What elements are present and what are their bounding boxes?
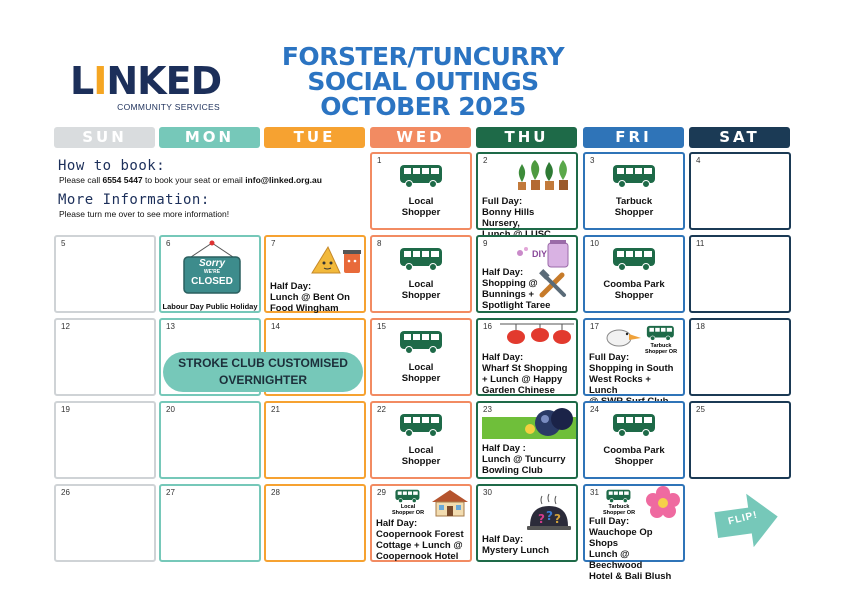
how-to-book-text: Please call 6554 5447 to book your seat or email info@linked.org.au bbox=[59, 175, 322, 185]
day-cell-26[interactable] bbox=[54, 484, 156, 562]
bus-icon bbox=[611, 411, 659, 439]
svg-text:?: ? bbox=[554, 512, 561, 526]
day-number: 21 bbox=[271, 405, 280, 414]
svg-text:?: ? bbox=[538, 512, 545, 526]
closed-sign-text: Sorry WE'RE CLOSED bbox=[191, 258, 233, 287]
day-cell-1[interactable] bbox=[370, 152, 472, 230]
day-number: 19 bbox=[61, 405, 70, 414]
event-label: Full Day: Bonny Hills Nursery, bbox=[482, 196, 535, 229]
flip-label: FLIP! bbox=[727, 509, 759, 528]
day-cell-7[interactable] bbox=[264, 235, 366, 313]
event-label: Half Day: Lunch @ Bent On Food Wingham bbox=[270, 281, 350, 314]
booking-info bbox=[58, 158, 368, 226]
page-title bbox=[258, 44, 588, 119]
day-header-fri: FRI bbox=[583, 127, 684, 148]
plants-icon bbox=[514, 158, 572, 192]
day-number: 1 bbox=[377, 156, 382, 165]
day-number: 2 bbox=[483, 156, 488, 165]
bus-icon bbox=[398, 328, 446, 356]
bus-icon bbox=[645, 324, 677, 342]
day-number: 5 bbox=[61, 239, 66, 248]
svg-text:?: ? bbox=[546, 509, 553, 523]
day-number: 8 bbox=[377, 239, 382, 248]
shopper-option-label: Local Shopper OR bbox=[391, 504, 425, 516]
day-number: 17 bbox=[590, 322, 599, 331]
day-number: 27 bbox=[166, 488, 175, 497]
day-cell-12[interactable] bbox=[54, 318, 156, 396]
day-cell-23[interactable] bbox=[476, 401, 578, 479]
day-cell-16[interactable] bbox=[476, 318, 578, 396]
food-icon bbox=[306, 243, 364, 279]
day-cell-18[interactable] bbox=[689, 318, 791, 396]
day-number: 25 bbox=[696, 405, 705, 414]
bus-icon bbox=[605, 488, 633, 504]
event-label: Half Day: Coopernook Forest Cottage + Lunch @ Coopernook Hotel bbox=[376, 518, 464, 562]
day-cell-19[interactable] bbox=[54, 401, 156, 479]
day-number: 20 bbox=[166, 405, 175, 414]
flip-button[interactable] bbox=[712, 490, 780, 552]
title-line-1: FORSTER/TUNCURRY bbox=[281, 42, 565, 71]
day-number: 18 bbox=[696, 322, 705, 331]
day-cell-11[interactable] bbox=[689, 235, 791, 313]
day-cell-24[interactable] bbox=[583, 401, 685, 479]
day-number: 9 bbox=[483, 239, 488, 248]
flower-icon bbox=[645, 486, 681, 518]
day-number: 23 bbox=[483, 405, 492, 414]
event-label: Coomba Park Shopper bbox=[603, 445, 665, 467]
stroke-club-banner bbox=[163, 352, 363, 392]
day-cell-25[interactable] bbox=[689, 401, 791, 479]
day-number: 31 bbox=[590, 488, 599, 497]
bus-icon bbox=[394, 488, 422, 504]
day-header-sat: SAT bbox=[689, 127, 790, 148]
event-label: Half Day : Lunch @ Tuncurry Bowling Club bbox=[482, 443, 566, 476]
day-header-thu: THU bbox=[476, 127, 577, 148]
lawn-bowls-icon bbox=[478, 403, 576, 441]
holiday-caption: Labour Day Public Holiday bbox=[162, 302, 258, 311]
day-cell-4[interactable] bbox=[689, 152, 791, 230]
title-line-3: OCTOBER 2025 bbox=[320, 92, 526, 121]
more-information-text: Please turn me over to see more information! bbox=[59, 209, 230, 219]
event-label: Local Shopper bbox=[401, 279, 441, 301]
event-label: Tarbuck Shopper bbox=[614, 196, 654, 218]
how-to-book-heading: How to book: bbox=[58, 158, 166, 174]
day-cell-27[interactable] bbox=[159, 484, 261, 562]
day-cell-28[interactable] bbox=[264, 484, 366, 562]
shopper-option-label: Tarbuck Shopper OR bbox=[644, 343, 678, 355]
day-number: 29 bbox=[377, 488, 386, 497]
day-number: 16 bbox=[483, 322, 492, 331]
logo-subtitle: COMMUNITY SERVICES bbox=[117, 102, 220, 112]
event-label: Local Shopper bbox=[401, 445, 441, 467]
banner-line-1: STROKE CLUB CUSTOMISED bbox=[178, 356, 348, 370]
day-header-sun: SUN bbox=[54, 127, 155, 148]
diy-label: DIY bbox=[532, 249, 548, 259]
day-cell-8[interactable] bbox=[370, 235, 472, 313]
day-number: 30 bbox=[483, 488, 492, 497]
day-number: 3 bbox=[590, 156, 595, 165]
mystery-dish-icon bbox=[526, 492, 572, 532]
bus-icon bbox=[398, 245, 446, 273]
day-number: 7 bbox=[271, 239, 276, 248]
day-cell-9[interactable] bbox=[476, 235, 578, 313]
day-number: 22 bbox=[377, 405, 386, 414]
logo-wordmark: LINKED bbox=[70, 59, 222, 103]
day-number: 4 bbox=[696, 156, 701, 165]
day-header-mon: MON bbox=[159, 127, 260, 148]
day-number: 15 bbox=[377, 322, 386, 331]
day-number: 14 bbox=[271, 322, 280, 331]
day-cell-3[interactable] bbox=[583, 152, 685, 230]
day-cell-5[interactable] bbox=[54, 235, 156, 313]
event-label: Local Shopper bbox=[401, 196, 441, 218]
day-cell-10[interactable] bbox=[583, 235, 685, 313]
event-label: Half Day: Wharf St Shopping + Lunch @ Happy Garden Chinese bbox=[482, 352, 568, 396]
more-information-heading: More Information: bbox=[58, 192, 210, 208]
day-cell-21[interactable] bbox=[264, 401, 366, 479]
day-cell-17[interactable] bbox=[583, 318, 685, 396]
day-cell-30[interactable] bbox=[476, 484, 578, 562]
day-cell-22[interactable] bbox=[370, 401, 472, 479]
day-number: 6 bbox=[166, 239, 171, 248]
day-cell-2[interactable] bbox=[476, 152, 578, 230]
shopper-option-label: Tarbuck Shopper OR bbox=[602, 504, 636, 516]
lanterns-icon bbox=[500, 322, 574, 350]
event-label: Local Shopper bbox=[401, 362, 441, 384]
bus-icon bbox=[398, 411, 446, 439]
event-label: Half Day: Mystery Lunch bbox=[482, 534, 550, 556]
linked-logo bbox=[70, 59, 230, 117]
day-number: 13 bbox=[166, 322, 175, 331]
pelican-icon bbox=[601, 322, 641, 352]
day-number: 26 bbox=[61, 488, 70, 497]
bus-icon bbox=[611, 162, 659, 190]
bus-icon bbox=[611, 245, 659, 273]
day-cell-15[interactable] bbox=[370, 318, 472, 396]
day-cell-29[interactable] bbox=[370, 484, 472, 562]
day-header-wed: WED bbox=[370, 127, 471, 148]
day-cell-31[interactable] bbox=[583, 484, 685, 582]
title-line-2: SOCIAL OUTINGS bbox=[307, 67, 539, 96]
event-label: Half Day: Shopping @ Bunnings + Spotlight Taree bbox=[482, 267, 551, 311]
day-number: 10 bbox=[590, 239, 599, 248]
banner-line-2: OVERNIGHTER bbox=[218, 373, 307, 387]
day-number: 12 bbox=[61, 322, 70, 331]
bus-icon bbox=[398, 162, 446, 190]
day-number: 28 bbox=[271, 488, 280, 497]
day-cell-6[interactable] bbox=[159, 235, 261, 313]
day-header-tue: TUE bbox=[264, 127, 365, 148]
day-cell-20[interactable] bbox=[159, 401, 261, 479]
event-label: Coomba Park Shopper bbox=[603, 279, 665, 301]
cottage-icon bbox=[430, 488, 470, 518]
day-number: 24 bbox=[590, 405, 599, 414]
event-label: Full Day: Shopping in South West Rocks + Lunch bbox=[589, 352, 674, 396]
day-number: 11 bbox=[696, 239, 705, 248]
event-label: Full Day: Wauchope Op Shops Lunch @ Beechwood Hotel & Bali Blush bbox=[589, 516, 672, 582]
